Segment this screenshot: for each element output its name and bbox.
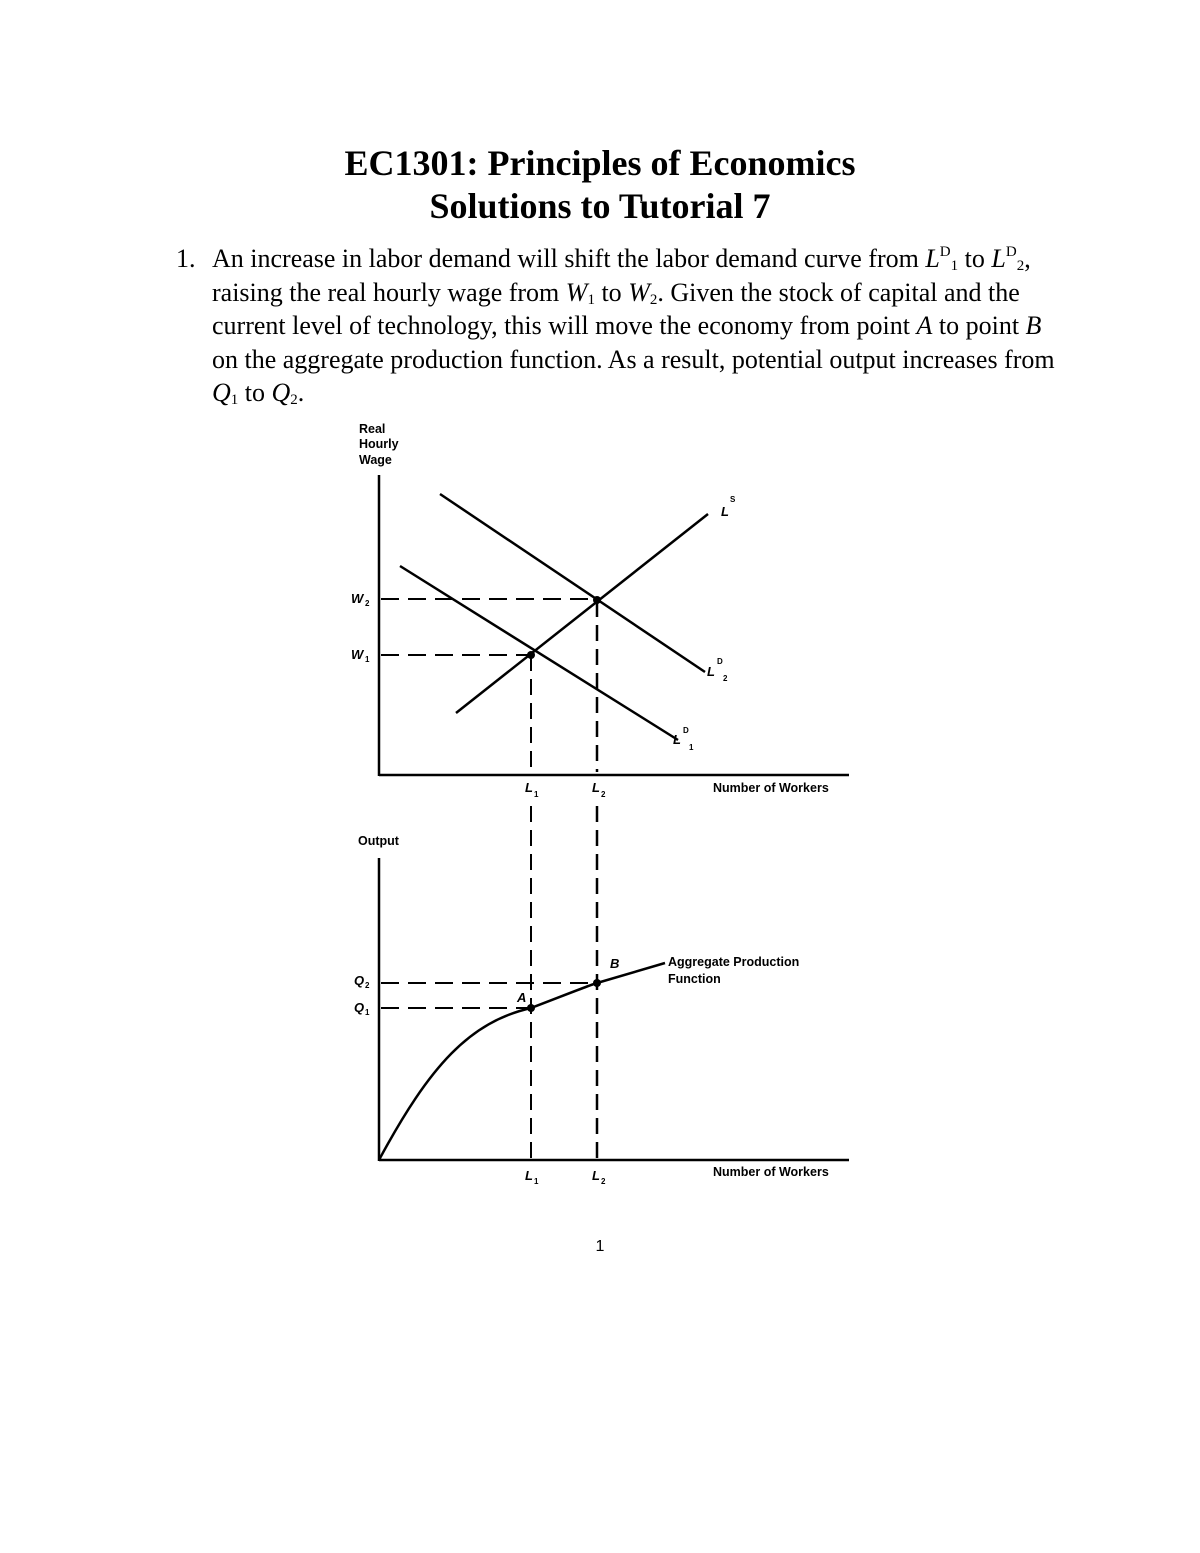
point-a-dot [527, 1004, 535, 1012]
ld1-label-sub: 1 [689, 743, 694, 752]
ls-label-sup: S [730, 495, 736, 504]
bottom-l1-label-sub: 1 [534, 1177, 539, 1186]
top-l1-label-sub: 1 [534, 790, 539, 799]
ls-label: L [721, 504, 729, 519]
q2-label-sub: 2 [365, 981, 370, 990]
top-y-label-line3: Wage [359, 453, 392, 467]
ld2-label-sub: 2 [723, 674, 728, 683]
top-l2-label: L [592, 780, 600, 795]
question-number: 1. [176, 244, 196, 273]
q1-label: Q [354, 1000, 365, 1015]
question-1-text: An increase in labor demand will shift the labor demand curve from $L^D_1$ to $L^D_2$, raising the real hourly wage from $W_1$ to $W_2$. Given the stock of capital and the current level of technology, this will move the economy from point A to point B on the aggregate production function. As a result, potential output increases from $Q_1$ to $Q_2$. [212, 244, 1055, 409]
w1-label-sub: 1 [365, 655, 370, 664]
bottom-l1-label: L [525, 1168, 533, 1183]
ld1-label-sup: D [683, 726, 689, 735]
labor-demand-curve-1 [400, 566, 678, 740]
page-number: 1 [595, 1238, 605, 1255]
w2-label: W [351, 591, 364, 606]
bottom-y-axis-label: Output [358, 834, 399, 848]
equilibrium-point-2 [593, 596, 601, 604]
point-b-dot [593, 979, 601, 987]
bottom-l2-label: L [592, 1168, 600, 1183]
document-title: EC1301: Principles of Economics [344, 143, 856, 183]
document-subtitle: Solutions to Tutorial 7 [429, 186, 771, 226]
equilibrium-point-1 [527, 651, 535, 659]
ld2-label-sup: D [717, 657, 723, 666]
top-l1-label: L [525, 780, 533, 795]
production-function-label-line1: Aggregate Production [668, 955, 800, 969]
point-b-label: B [610, 956, 620, 971]
labor-supply-curve [456, 514, 708, 713]
point-a-label: A [517, 990, 527, 1005]
bottom-l2-label-sub: 2 [601, 1177, 606, 1186]
q1-label-sub: 1 [365, 1008, 370, 1017]
ld1-label: L [673, 732, 681, 747]
top-y-label-line1: Real [359, 422, 386, 436]
top-l2-label-sub: 2 [601, 790, 606, 799]
ld2-label: L [707, 664, 715, 679]
w2-label-sub: 2 [365, 599, 370, 608]
w1-label: W [351, 647, 364, 662]
q2-label: Q [354, 973, 365, 988]
top-y-label-line2: Hourly [359, 437, 399, 451]
production-function-label-line2: Function [668, 972, 721, 986]
labor-demand-curve-2 [440, 494, 705, 672]
top-x-axis-label: Number of Workers [713, 781, 829, 795]
bottom-x-axis-label: Number of Workers [713, 1165, 829, 1179]
